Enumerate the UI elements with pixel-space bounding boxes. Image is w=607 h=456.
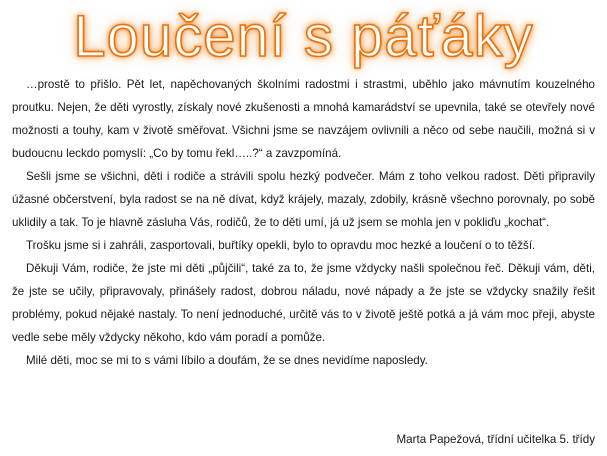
- paragraph-thanks: Děkuji Vám, rodiče, že jste mi děti „půjčili“, také za to, že jsme vždycky našli společnou řeč. Děkuji vám, děti, že jste se učily, připravovaly, přinášely radost, dobrou náladu, nové nápady a že jste se vždycky snažily řešit problémy, pokud nějaké nastaly. To není jednoduché, určitě vás to v životě ještě potká a já vám moc přeji, abyste vedle sebe měly vždycky někoho, kdo vám poradí a pomůže.: [12, 262, 595, 344]
- paragraph-intro: …prostě to přišlo. Pět let, napěchovaných školními radostmi i strastmi, uběhlo jako mávnutím kouzelného proutku. Nejen, že děti vyrostly, získaly nové zkušenosti a mnohá kamarádství se upevnila, také se otevřely nové možnosti a touhy, kam v životě směřovat. Všichni jsme se navzájem ovlivnili a něco od sebe naučili, možná si v budoucnu leckdo pomyslí: „Co by tomu řekl…..?“ a zavzpomíná.: [12, 78, 595, 160]
- paragraph-gathering: Sešli jsme se všichni, děti i rodiče a strávili spolu hezký podvečer. Mám z toho velkou radost. Děti připravily úžasné občerstvení, byla radost se na ně dívat, když krájely, mazaly, zdobily, krásně všechno porovnaly, po sobě uklidily a tak. To je hlavně zásluha Vás, rodičů, že to děti umí, já už jsem se mohla jen v pokliďu „kochat“.: [12, 170, 595, 229]
- paragraph-farewell: Milé děti, moc se mi to s vámi líbilo a doufám, že se dnes nevidíme naposledy.: [26, 354, 428, 367]
- page-title: Loučení s páťáky: [73, 4, 534, 69]
- signature: Marta Papežová, třídní učitelka 5. třídy: [396, 433, 595, 446]
- article-body: [12, 73, 595, 372]
- paragraph-games: Trošku jsme si i zahráli, zasportovali, buřtíky opekli, bylo to opravdu moc hezké a loučení o to těžší.: [26, 239, 536, 252]
